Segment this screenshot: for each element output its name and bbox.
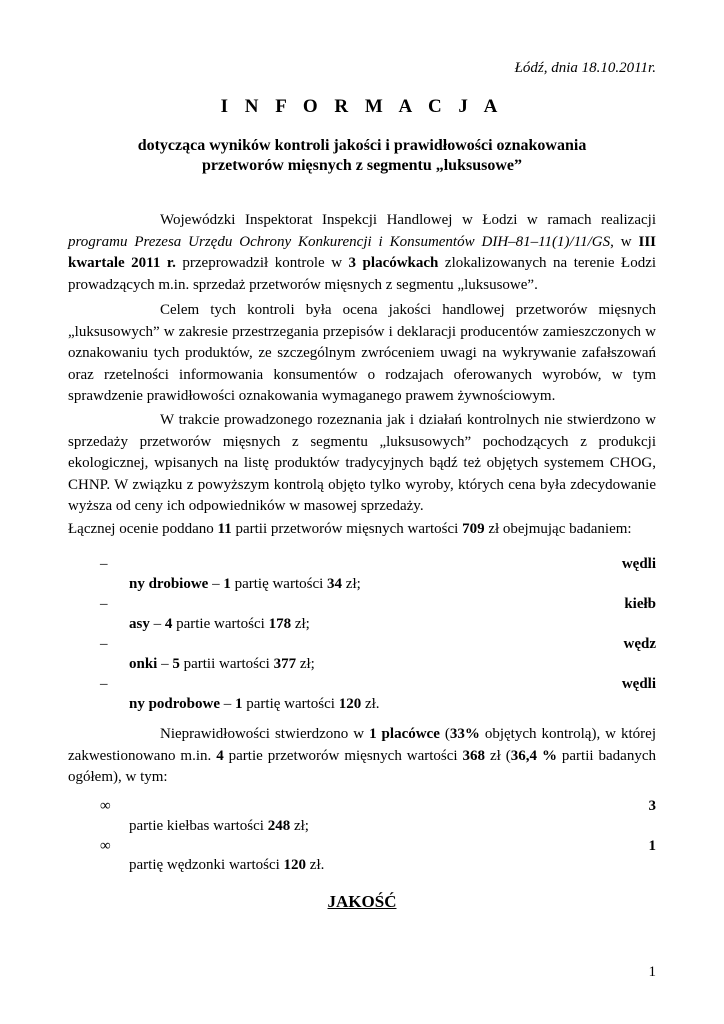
list-item-unit: zł. — [306, 857, 325, 873]
list-item-word-start: kiełb — [624, 596, 656, 612]
para1-text-3: , w — [610, 233, 639, 250]
list-item-text: partię wędzonki wartości — [129, 857, 284, 873]
section-heading-quality: JAKOŚĆ — [327, 892, 397, 911]
para5-text-9: zł ( — [485, 747, 511, 764]
list-item-word-start: wędz — [623, 636, 656, 652]
list-item-text: partie wartości — [172, 616, 269, 632]
para5-text-11: partii badanych ogółem), w tym: — [68, 747, 656, 785]
para5-text-5: objętych kontrolą), w której zakwestionowano m.in. — [68, 726, 656, 764]
para4-text-1: Łącznej ocenie poddano — [68, 521, 218, 537]
dash-marker: – — [100, 676, 108, 692]
paragraph-5 — [68, 724, 656, 789]
list1-item-4-head — [100, 676, 656, 696]
page-number: 1 — [648, 964, 656, 980]
questioned-value: 368 — [462, 747, 486, 764]
list-item-count: 1 — [235, 696, 243, 712]
list-item-unit: zł; — [342, 576, 361, 592]
list1-item-1-head — [100, 556, 656, 576]
list1-item-2-cont — [129, 616, 310, 633]
list-item-word-end: ny podrobowe — [129, 696, 220, 712]
infinity-marker: ∞ — [100, 838, 111, 854]
para2-text: Celem tych kontroli była ocena jakości handlowej przetworów mięsnych „luksusowych” w zakresie przestrzegania przepisów i deklaracji producentów zamieszczonych w oznakowaniu tych produktów, ze szczególnym zwróceniem uwagi na wykrywanie zafałszowań oraz rzetelności informowania konsumentów o rodzajach oferowanych wyrobów, w tym sprawdzenie prawidłowości oznakowania wymaganego prawem żywnościowym. — [68, 302, 656, 404]
paragraph-4 — [68, 519, 656, 541]
list-item-number: 1 — [648, 838, 656, 854]
subtitle-line-1: dotycząca wyników kontroli jakości i prawidłowości oznakowania — [137, 137, 587, 154]
list1-item-3-head — [100, 636, 656, 656]
dash-marker: – — [100, 596, 108, 612]
list2-item-2-cont — [129, 857, 324, 874]
outlet-count: 1 placówce — [369, 726, 440, 742]
list-item-sep: – — [220, 696, 235, 712]
para4-text-3: partii przetworów mięsnych wartości — [231, 521, 463, 537]
list-item-sep: – — [149, 616, 165, 632]
list-item-text: partię wartości — [242, 696, 339, 712]
list-item-word-end: onki — [129, 656, 158, 672]
paragraph-2 — [68, 300, 656, 408]
list-item-value: 377 — [273, 656, 297, 672]
list-item-word-end: ny drobiowe — [129, 576, 209, 592]
paragraph-3 — [68, 410, 656, 518]
list-item-text: partii wartości — [179, 656, 274, 672]
list-item-count: 1 — [223, 576, 231, 592]
para1-text-1: Wojewódzki Inspektorat Inspekcji Handlowej w Łodzi w ramach realizacji — [160, 212, 656, 228]
quarter-label: III kwartale 2011 r. — [68, 233, 656, 271]
total-value: 709 — [462, 521, 485, 537]
list-item-number: 3 — [648, 798, 656, 814]
outlets-count: 3 placówkach — [348, 255, 439, 271]
list-item-text: partię wartości — [230, 576, 328, 592]
document-title: I N F O R M A C J A — [220, 96, 504, 117]
para5-text-7: partie przetworów mięsnych wartości — [223, 747, 463, 764]
list-item-unit: zł; — [290, 818, 309, 834]
list1-item-2-head — [100, 596, 656, 616]
list1-item-4-cont — [129, 696, 380, 713]
list-item-value: 34 — [327, 576, 343, 592]
para1-text-7: zlokalizowanych na terenie Łodzi prowadzących m.in. sprzedaż przetworów mięsnych z segmentu „luksusowe”. — [68, 255, 657, 293]
list-item-count: 4 — [164, 616, 173, 632]
list-item-value: 248 — [267, 818, 291, 834]
list-item-word-end: asy — [129, 616, 150, 632]
list-item-word-start: wędli — [621, 556, 656, 572]
percent-batches: 36,4 % — [510, 747, 557, 764]
document-subtitle — [70, 136, 654, 176]
list1-item-1-cont — [129, 576, 361, 593]
batches-count: 11 — [217, 521, 232, 537]
para1-text-5: przeprowadził kontrole w — [175, 255, 349, 271]
percent-outlets: 33% — [449, 726, 480, 742]
dash-marker: – — [100, 556, 108, 572]
para5-text-1: Nieprawidłowości stwierdzono w — [160, 726, 370, 742]
list-item-value: 120 — [338, 696, 362, 712]
list-item-value: 120 — [283, 857, 307, 873]
questioned-batches: 4 — [216, 747, 224, 764]
dash-marker: – — [100, 636, 108, 652]
infinity-marker: ∞ — [100, 798, 111, 814]
list-item-unit: zł. — [361, 696, 380, 712]
list-item-unit: zł; — [291, 616, 310, 632]
program-name: programu Prezesa Urzędu Ochrony Konkurencji i Konsumentów DIH–81–11(1)/11/GS — [68, 233, 611, 250]
list2-item-1-head — [100, 798, 656, 818]
list-item-word-start: wędli — [621, 676, 656, 692]
para5-text-3: ( — [439, 726, 450, 742]
list-item-sep: – — [157, 656, 173, 672]
list-item-sep: – — [208, 576, 224, 592]
list-item-unit: zł; — [296, 656, 315, 672]
list-item-count: 5 — [172, 656, 180, 672]
list2-item-2-head — [100, 838, 656, 858]
subtitle-line-2: przetworów mięsnych z segmentu „luksusowe” — [202, 157, 522, 174]
date-line: Łódź, dnia 18.10.2011r. — [514, 60, 656, 76]
list2-item-1-cont — [129, 818, 309, 835]
list1-item-3-cont — [129, 656, 315, 673]
para3-text: W trakcie prowadzonego rozeznania jak i działań kontrolnych nie stwierdzono w sprzedaży przetworów mięsnych z segmentu „luksusowych” pochodzących z produkcji ekologicznej, wpisanych na listę produktów tradycyjnych bądź też objętych systemem CHOG, CHNP. W związku z powyższym kontrolą objęto tylko wyroby, których cena była zdecydowanie wyższa od ceny ich odpowiedników w masowej sprzedaży. — [68, 412, 656, 514]
paragraph-1 — [68, 210, 656, 296]
list-item-text: partie kiełbas wartości — [129, 818, 268, 834]
para4-text-5: zł obejmując badaniem: — [484, 521, 632, 537]
list-item-value: 178 — [268, 616, 292, 632]
